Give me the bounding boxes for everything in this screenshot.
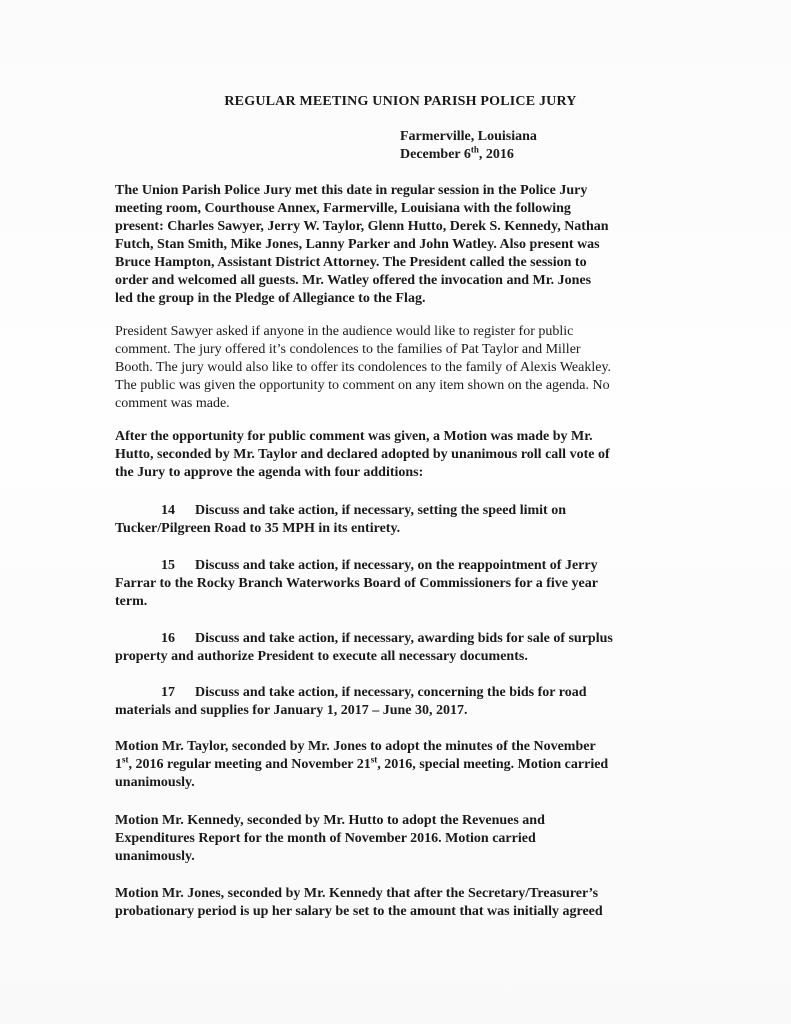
revenue-motion-line: Expenditures Report for the month of November 2016. Motion carried (115, 831, 536, 846)
agenda-item-number: 14 (161, 503, 175, 518)
intro-line: led the group in the Pledge of Allegiance to the Flag. (115, 291, 426, 306)
intro-line: Futch, Stan Smith, Mike Jones, Lanny Parker and John Watley. Also present was (115, 237, 600, 252)
agenda-item-text: Discuss and take action, if necessary, awarding bids for sale of surplus (195, 631, 613, 646)
agenda-item-15 (115, 557, 680, 611)
agenda-item-text: Farrar to the Rocky Branch Waterworks Board of Commissioners for a five year (115, 576, 598, 591)
document-title: REGULAR MEETING UNION PARISH POLICE JURY (224, 94, 577, 109)
agenda-item-text: Discuss and take action, if necessary, concerning the bids for road (195, 685, 587, 700)
agenda-item-16 (115, 630, 680, 666)
meeting-city: Farmerville, Louisiana (400, 129, 537, 144)
minutes-motion-line: 1st, 2016 regular meeting and November 21st, 2016, special meeting. Motion carried (115, 754, 609, 772)
agenda-motion-line: Hutto, seconded by Mr. Taylor and declared adopted by unanimous roll call vote of (115, 447, 610, 462)
revenue-motion-paragraph (115, 812, 680, 866)
minutes-motion-line: Motion Mr. Taylor, seconded by Mr. Jones to adopt the minutes of the November (115, 739, 596, 754)
salary-motion-line: probationary period is up her salary be set to the amount that was initially agreed (115, 904, 603, 919)
comment-line: Booth. The jury would also like to offer its condolences to the family of Alexis Weakley. (115, 360, 612, 375)
minutes-motion-line: unanimously. (115, 775, 195, 790)
agenda-motion-line: After the opportunity for public comment was given, a Motion was made by Mr. (115, 429, 593, 444)
public-comment-paragraph (115, 323, 680, 413)
agenda-motion-line: the Jury to approve the agenda with four additions: (115, 465, 424, 480)
comment-line: comment was made. (115, 396, 230, 411)
revenue-motion-line: Motion Mr. Kennedy, seconded by Mr. Hutto to adopt the Revenues and (115, 813, 545, 828)
agenda-item-17 (115, 684, 680, 720)
agenda-item-text: property and authorize President to execute all necessary documents. (115, 649, 528, 664)
agenda-item-text: Discuss and take action, if necessary, setting the speed limit on (195, 503, 566, 518)
agenda-item-text: Discuss and take action, if necessary, on the reappointment of Jerry (195, 558, 598, 573)
intro-line: order and welcomed all guests. Mr. Watley offered the invocation and Mr. Jones (115, 273, 592, 288)
agenda-motion-paragraph (115, 428, 680, 482)
intro-line: present: Charles Sawyer, Jerry W. Taylor, Glenn Hutto, Derek S. Kennedy, Nathan (115, 219, 609, 234)
agenda-item-14 (115, 502, 680, 538)
meeting-date: December 6th, 2016 (400, 144, 514, 162)
revenue-motion-line: unanimously. (115, 849, 195, 864)
intro-line: The Union Parish Police Jury met this date in regular session in the Police Jury (115, 183, 588, 198)
agenda-item-text: materials and supplies for January 1, 2017 – June 30, 2017. (115, 703, 468, 718)
agenda-item-text: Tucker/Pilgreen Road to 35 MPH in its entirety. (115, 521, 401, 536)
minutes-motion-paragraph (115, 738, 680, 792)
salary-motion-line: Motion Mr. Jones, seconded by Mr. Kennedy that after the Secretary/Treasurer’s (115, 886, 599, 901)
comment-line: comment. The jury offered it’s condolences to the families of Pat Taylor and Miller (115, 342, 581, 357)
intro-line: Bruce Hampton, Assistant District Attorney. The President called the session to (115, 255, 587, 270)
comment-line: President Sawyer asked if anyone in the audience would like to register for public (115, 324, 574, 339)
agenda-item-number: 15 (161, 558, 175, 573)
comment-line: The public was given the opportunity to comment on any item shown on the agenda. No (115, 378, 610, 393)
agenda-item-number: 17 (161, 685, 175, 700)
agenda-item-number: 16 (161, 631, 175, 646)
intro-paragraph (115, 182, 680, 308)
salary-motion-paragraph (115, 885, 680, 921)
agenda-item-text: term. (115, 594, 148, 609)
meeting-location-date (400, 128, 537, 164)
intro-line: meeting room, Courthouse Annex, Farmerville, Louisiana with the following (115, 201, 571, 216)
